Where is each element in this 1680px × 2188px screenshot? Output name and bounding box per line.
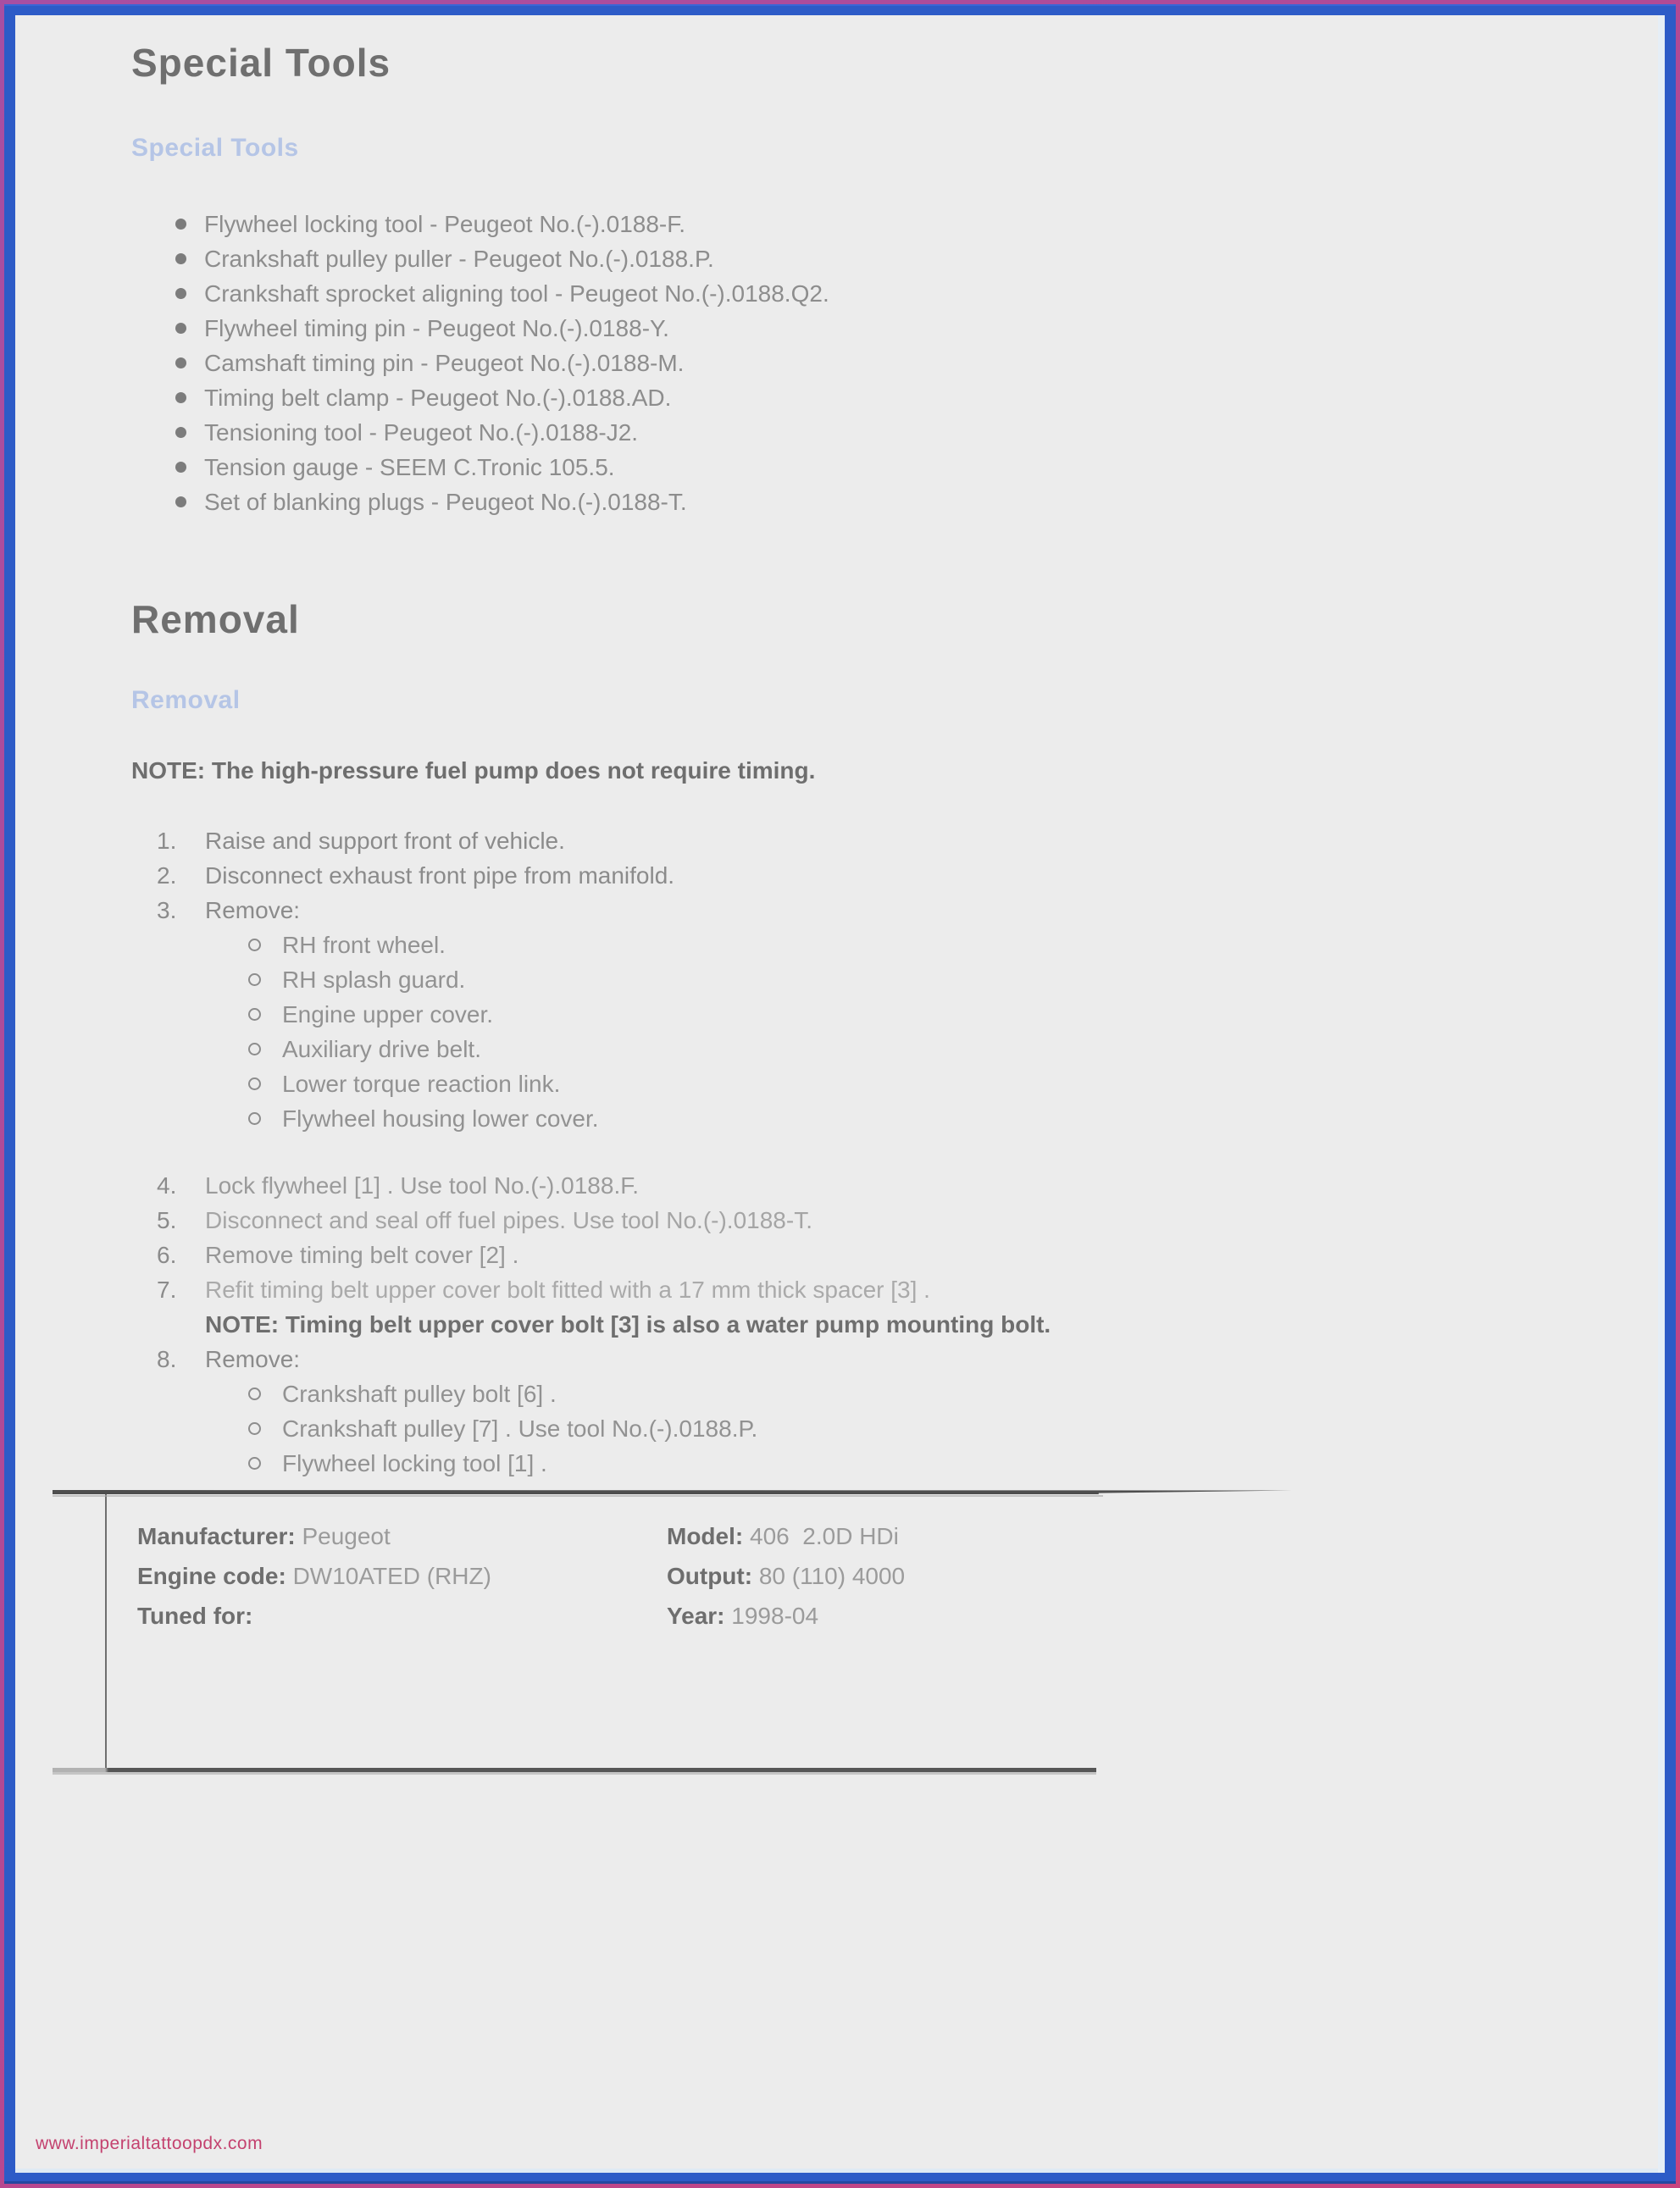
sub-item-text: Crankshaft pulley bolt [6] . <box>282 1380 557 1407</box>
tool-item <box>175 346 1614 380</box>
tool-item <box>175 276 1614 311</box>
sub-item <box>248 1411 1614 1446</box>
document-page <box>15 15 1665 2173</box>
circle-bullet-icon <box>248 1388 261 1400</box>
step-number: 1. <box>157 828 177 854</box>
step-note: NOTE: Timing belt upper cover bolt [3] is also a water pump mounting bolt. <box>205 1311 1051 1338</box>
info-label: Model: <box>667 1523 750 1549</box>
step-item <box>157 1342 1614 1481</box>
watermark-text: www.imperialtattoopdx.com <box>36 2134 263 2153</box>
sub-item-text: Flywheel housing lower cover. <box>282 1105 599 1132</box>
tool-item-text: Timing belt clamp - Peugeot No.(-).0188.AD. <box>204 384 672 411</box>
sub-item <box>248 962 1614 997</box>
bullet-icon <box>175 462 186 473</box>
circle-bullet-icon <box>248 1112 261 1125</box>
step-item <box>157 1272 1614 1342</box>
step-body <box>205 893 1614 1136</box>
sub-item <box>248 1101 1614 1136</box>
info-label: Tuned for: <box>137 1603 260 1629</box>
sub-item <box>248 1377 1614 1411</box>
step-body <box>205 823 1614 858</box>
info-cell <box>137 1599 667 1639</box>
tool-item <box>175 311 1614 346</box>
info-value: DW10ATED (RHZ) <box>292 1563 491 1589</box>
step-text: Raise and support front of vehicle. <box>205 828 565 854</box>
step-item <box>157 1203 1614 1238</box>
bullet-icon <box>175 496 186 507</box>
info-label: Manufacturer: <box>137 1523 302 1549</box>
tool-item <box>175 485 1614 519</box>
step-number: 5. <box>157 1207 177 1233</box>
step-text: Remove: <box>205 897 301 923</box>
tool-item-text: Tension gauge - SEEM C.Tronic 105.5. <box>204 453 615 480</box>
step-number: 8. <box>157 1346 177 1372</box>
step-body <box>205 1342 1614 1481</box>
bullet-icon <box>175 357 186 368</box>
tool-item-text: Set of blanking plugs - Peugeot No.(-).0188-T. <box>204 488 687 515</box>
vehicle-info-grid <box>107 1493 1095 1639</box>
vehicle-info-box <box>105 1493 1095 1769</box>
circle-bullet-icon <box>248 1043 261 1055</box>
info-box-bottom-border <box>53 1768 1096 1772</box>
section-title-special-tools: Special Tools <box>131 41 391 85</box>
step-number: 4. <box>157 1172 177 1199</box>
step-item <box>157 1238 1614 1272</box>
sub-item <box>248 997 1614 1032</box>
circle-bullet-icon <box>248 939 261 951</box>
tool-item-text: Crankshaft sprocket aligning tool - Peugeot No.(-).0188.Q2. <box>204 280 829 307</box>
tool-item <box>175 207 1614 241</box>
circle-bullet-icon <box>248 1008 261 1021</box>
info-cell <box>137 1559 667 1599</box>
info-cell <box>667 1559 1095 1599</box>
info-cell <box>667 1520 1095 1559</box>
info-box-top-border-shadow <box>53 1495 1103 1497</box>
tool-item <box>175 450 1614 485</box>
tool-item-text: Tensioning tool - Peugeot No.(-).0188-J2. <box>204 418 639 446</box>
step-item <box>157 1168 1614 1203</box>
info-value: 80 (110) 4000 <box>758 1563 906 1589</box>
sub-item <box>248 1032 1614 1066</box>
sub-item-text: Engine upper cover. <box>282 1000 494 1028</box>
info-label: Year: <box>667 1603 732 1629</box>
sub-item-text: Flywheel locking tool [1] . <box>282 1449 547 1476</box>
info-cell <box>137 1520 667 1559</box>
info-value: 1998-04 <box>731 1603 819 1629</box>
tool-item <box>175 415 1614 450</box>
step-number: 3. <box>157 897 177 923</box>
section-title-removal: Removal <box>131 597 300 641</box>
tool-item <box>175 380 1614 415</box>
step-text: Refit timing belt upper cover bolt fitted with a 17 mm thick spacer [3] . <box>205 1277 930 1303</box>
step-body <box>205 858 1614 893</box>
step-text: Disconnect and seal off fuel pipes. Use tool No.(-).0188-T. <box>205 1207 812 1233</box>
bullet-icon <box>175 427 186 438</box>
info-cell <box>667 1599 1095 1639</box>
step-text: Remove timing belt cover [2] . <box>205 1242 519 1268</box>
bullet-icon <box>175 253 186 264</box>
circle-bullet-icon <box>248 1077 261 1090</box>
sub-item-text: Crankshaft pulley [7] . Use tool No.(-).0188.P. <box>282 1415 758 1442</box>
step-item <box>157 823 1614 858</box>
step-number: 7. <box>157 1277 177 1303</box>
step-item <box>157 893 1614 1136</box>
step-body <box>205 1272 1614 1342</box>
sub-item <box>248 928 1614 962</box>
info-value: Peugeot <box>302 1523 391 1549</box>
step-sublist <box>248 1377 1614 1481</box>
circle-bullet-icon <box>248 1457 261 1470</box>
section-subtitle-special-tools: Special Tools <box>131 134 299 162</box>
step-body <box>205 1238 1614 1272</box>
note-fuel-pump: NOTE: The high-pressure fuel pump does not require timing. <box>131 757 816 784</box>
sub-item-text: Auxiliary drive belt. <box>282 1035 481 1062</box>
section-subtitle-removal: Removal <box>131 686 241 714</box>
bullet-icon <box>175 288 186 299</box>
tool-item-text: Crankshaft pulley puller - Peugeot No.(-).0188.P. <box>204 245 714 272</box>
step-body <box>205 1168 1614 1203</box>
info-label: Output: <box>667 1563 759 1589</box>
step-text: Remove: <box>205 1346 301 1372</box>
info-value: 406 2.0D HDi <box>750 1523 899 1549</box>
tool-item-text: Camshaft timing pin - Peugeot No.(-).0188-M. <box>204 349 685 376</box>
step-sublist <box>248 928 1614 1136</box>
step-item <box>157 858 1614 893</box>
tool-item <box>175 241 1614 276</box>
step-body <box>205 1203 1614 1238</box>
circle-bullet-icon <box>248 973 261 986</box>
step-number: 6. <box>157 1242 177 1268</box>
step-number: 2. <box>157 862 177 889</box>
bullet-icon <box>175 323 186 334</box>
sub-item-text: RH front wheel. <box>282 931 446 958</box>
sub-item-text: Lower torque reaction link. <box>282 1070 561 1097</box>
info-box-top-border <box>53 1490 1298 1494</box>
step-text: Disconnect exhaust front pipe from manifold. <box>205 862 675 889</box>
special-tools-list <box>175 207 1614 519</box>
removal-steps-list <box>157 823 1614 1481</box>
circle-bullet-icon <box>248 1422 261 1435</box>
sub-item <box>248 1446 1614 1481</box>
sub-item-text: RH splash guard. <box>282 966 466 993</box>
tool-item-text: Flywheel locking tool - Peugeot No.(-).0188-F. <box>204 210 686 237</box>
sub-item <box>248 1066 1614 1101</box>
info-label: Engine code: <box>137 1563 293 1589</box>
bullet-icon <box>175 392 186 403</box>
bullet-icon <box>175 219 186 230</box>
step-text: Lock flywheel [1] . Use tool No.(-).0188.F. <box>205 1172 639 1199</box>
tool-item-text: Flywheel timing pin - Peugeot No.(-).0188-Y. <box>204 314 669 341</box>
